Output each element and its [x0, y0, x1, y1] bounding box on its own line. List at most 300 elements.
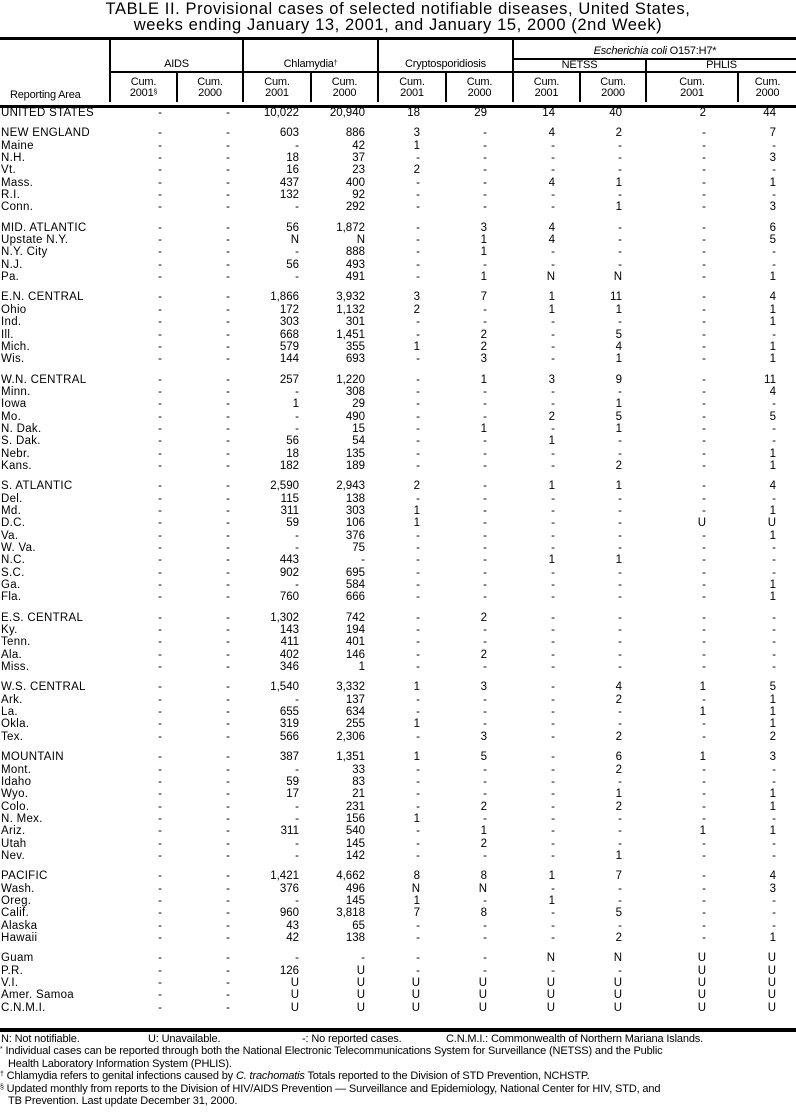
value-cell-netss-2001: - — [551, 542, 555, 554]
cum-label: Cum. — [130, 75, 157, 88]
value-cell-crypto-2000: U — [478, 989, 487, 1002]
value-cell-crypto-2000: - — [483, 952, 487, 965]
value-cell-phlis-2001: - — [702, 894, 706, 907]
value-cell-aids-2000: - — [226, 849, 230, 862]
value-cell-chlamydia-2000: 303 — [345, 504, 365, 517]
value-cell-crypto-2001: 1 — [413, 504, 420, 517]
value-cell-crypto-2000: - — [483, 258, 487, 271]
reporting-area-cell: PACIFIC — [1, 870, 48, 883]
value-cell-crypto-2001: - — [416, 837, 420, 850]
value-cell-phlis-2000: 1 — [769, 579, 776, 592]
value-cell-crypto-2000: - — [483, 931, 487, 944]
value-cell-crypto-2000: - — [483, 788, 487, 801]
value-cell-netss-2000: - — [618, 648, 622, 661]
footnote-star-text-2: Health Laboratory Information System (PHLIS). — [8, 1057, 232, 1070]
value-cell-chlamydia-2001: 56 — [286, 221, 299, 234]
value-cell-aids-2000: - — [226, 246, 230, 259]
value-cell-phlis-2001: 2 — [699, 107, 706, 119]
reporting-area-cell: Maine — [1, 139, 34, 152]
value-cell-aids-2000: - — [226, 718, 230, 731]
value-cell-chlamydia-2000: 15 — [352, 422, 365, 435]
footnote-section-text-1: Updated monthly from reports to the Division of HIV/AIDS Prevention — Surveillance and Epidemiology, National Center for HIV, STD, and — [6, 1082, 661, 1095]
value-cell-phlis-2000: - — [772, 398, 776, 411]
value-cell-chlamydia-2000: 54 — [352, 435, 365, 448]
value-cell-crypto-2000: - — [483, 480, 487, 493]
dagger-mark: † — [333, 60, 338, 67]
value-cell-netss-2000: - — [618, 447, 622, 460]
value-cell-netss-2000: 2 — [615, 931, 622, 944]
value-cell-aids-2001: - — [158, 291, 162, 304]
reporting-area-cell: Mo. — [1, 410, 22, 423]
value-cell-aids-2000: - — [226, 693, 230, 706]
value-cell-crypto-2001: - — [416, 176, 420, 189]
value-cell-aids-2000: - — [226, 870, 230, 883]
value-cell-aids-2001: - — [158, 591, 162, 604]
value-cell-chlamydia-2001: 43 — [286, 919, 299, 932]
value-cell-crypto-2001: - — [416, 542, 420, 554]
value-cell-phlis-2001: - — [702, 788, 706, 801]
value-cell-crypto-2000: 1 — [480, 373, 487, 386]
table-row — [0, 127, 796, 139]
value-cell-crypto-2001: - — [416, 492, 420, 505]
phlis-2000-header — [738, 72, 796, 102]
reporting-area-cell: C.N.M.I. — [1, 1001, 46, 1014]
value-cell-aids-2000: - — [226, 706, 230, 719]
value-cell-aids-2000: - — [226, 201, 230, 214]
value-cell-phlis-2001: - — [702, 492, 706, 505]
table-row — [0, 411, 796, 423]
footnote-star — [0, 1045, 796, 1057]
value-cell-phlis-2000: U — [767, 989, 776, 1002]
value-cell-chlamydia-2001: - — [295, 579, 299, 592]
reporting-area-cell: Upstate N.Y. — [1, 234, 69, 247]
value-cell-phlis-2001: - — [702, 648, 706, 661]
value-cell-phlis-2000: U — [767, 977, 776, 989]
table-row — [0, 423, 796, 435]
value-cell-phlis-2000: U — [767, 964, 776, 977]
ecoli-italic: Escherichia coli — [593, 45, 667, 57]
value-cell-crypto-2001: 1 — [413, 894, 420, 907]
value-cell-chlamydia-2001: U — [290, 1001, 299, 1014]
value-cell-chlamydia-2001: 18 — [286, 152, 299, 165]
value-cell-aids-2000: - — [226, 127, 230, 140]
value-cell-crypto-2001: 2 — [413, 164, 420, 177]
footnote-dagger-text-post: Totals reported to the Division of STD Prevention, NCHSTP. — [304, 1070, 590, 1083]
year-label: 2000 — [755, 86, 780, 99]
reporting-area-cell: S. Dak. — [1, 435, 41, 448]
table-row — [0, 554, 796, 566]
value-cell-crypto-2000: - — [483, 492, 487, 505]
reporting-area-cell: La. — [1, 706, 18, 719]
value-cell-crypto-2000: - — [483, 176, 487, 189]
value-cell-chlamydia-2000: 156 — [345, 812, 365, 825]
value-cell-crypto-2001: - — [416, 919, 420, 932]
value-cell-chlamydia-2000: 138 — [345, 931, 365, 944]
value-cell-netss-2000: - — [618, 837, 622, 850]
value-cell-crypto-2000: - — [483, 706, 487, 719]
value-cell-crypto-2000: U — [478, 1001, 487, 1014]
value-cell-netss-2000: N — [613, 271, 622, 284]
value-cell-crypto-2001: 1 — [413, 681, 420, 694]
footnote-section-text-2: TB Prevention. Last update December 31, 2000. — [8, 1095, 238, 1108]
value-cell-aids-2000: - — [226, 139, 230, 152]
value-cell-netss-2000: N — [613, 952, 622, 965]
value-cell-netss-2000: - — [618, 246, 622, 259]
value-cell-aids-2000: - — [226, 894, 230, 907]
value-cell-phlis-2000: - — [772, 139, 776, 152]
value-cell-aids-2001: - — [158, 763, 162, 776]
value-cell-aids-2001: - — [158, 201, 162, 214]
value-cell-crypto-2001: - — [416, 316, 420, 329]
cum-label: Cum. — [754, 75, 781, 88]
value-cell-netss-2000: - — [618, 189, 622, 202]
value-cell-chlamydia-2000: 194 — [345, 624, 365, 637]
value-cell-netss-2001: 1 — [548, 435, 555, 448]
value-cell-chlamydia-2001: 902 — [279, 566, 299, 579]
reporting-area-cell: MOUNTAIN — [1, 751, 64, 764]
value-cell-phlis-2001: - — [702, 566, 706, 579]
value-cell-phlis-2001: U — [697, 952, 706, 965]
value-cell-chlamydia-2001: - — [295, 849, 299, 862]
value-cell-crypto-2000: - — [483, 718, 487, 731]
value-cell-aids-2001: - — [158, 964, 162, 977]
value-cell-chlamydia-2000: 355 — [345, 340, 365, 353]
value-cell-aids-2001: - — [158, 849, 162, 862]
value-cell-chlamydia-2000: 376 — [345, 529, 365, 542]
value-cell-aids-2000: - — [226, 812, 230, 825]
reporting-area-cell: Va. — [1, 529, 19, 542]
value-cell-chlamydia-2000: 1,220 — [336, 373, 365, 386]
reporting-area-cell: Ohio — [1, 303, 27, 316]
value-cell-chlamydia-2000: 137 — [345, 693, 365, 706]
value-cell-aids-2000: - — [226, 624, 230, 637]
value-cell-phlis-2001: - — [702, 303, 706, 316]
value-cell-phlis-2000: - — [772, 246, 776, 259]
value-cell-crypto-2000: - — [483, 919, 487, 932]
value-cell-aids-2001: - — [158, 164, 162, 177]
table-row — [0, 316, 796, 328]
table-row — [0, 1002, 796, 1014]
value-cell-netss-2001: 1 — [548, 291, 555, 304]
value-cell-aids-2001: - — [158, 176, 162, 189]
value-cell-chlamydia-2001: 10,022 — [263, 107, 299, 119]
value-cell-chlamydia-2001: - — [295, 542, 299, 554]
value-cell-chlamydia-2001: - — [295, 812, 299, 825]
table-row — [0, 612, 796, 624]
table-row — [0, 776, 796, 788]
value-cell-crypto-2001: - — [416, 398, 420, 411]
value-cell-phlis-2000: 1 — [769, 316, 776, 329]
value-cell-phlis-2000: 5 — [769, 234, 776, 247]
cum-label: Cum. — [197, 75, 223, 88]
value-cell-aids-2000: - — [226, 837, 230, 850]
value-cell-chlamydia-2001: 303 — [279, 316, 299, 329]
value-cell-phlis-2001: - — [702, 882, 706, 895]
chlamydia-2001-header — [243, 72, 311, 102]
value-cell-netss-2000: 2 — [615, 127, 622, 140]
value-cell-netss-2000: - — [618, 517, 622, 530]
value-cell-chlamydia-2000: 308 — [345, 385, 365, 398]
aids-2000-header — [177, 72, 243, 102]
reporting-area-cell: Mass. — [1, 176, 34, 189]
year-label: 2001 — [534, 86, 559, 99]
table-row — [0, 353, 796, 365]
reporting-area-cell: W.S. CENTRAL — [1, 681, 86, 694]
value-cell-netss-2000: 1 — [615, 554, 622, 567]
value-cell-crypto-2000: 2 — [480, 328, 487, 341]
value-cell-crypto-2000: - — [483, 529, 487, 542]
value-cell-crypto-2000: 8 — [480, 870, 487, 883]
value-cell-phlis-2001: - — [702, 328, 706, 341]
value-cell-phlis-2000: 3 — [769, 882, 776, 895]
value-cell-chlamydia-2000: U — [356, 1001, 365, 1014]
reporting-area-cell: V.I. — [1, 977, 19, 989]
value-cell-netss-2000: - — [618, 258, 622, 271]
value-cell-netss-2001: 14 — [542, 107, 555, 119]
value-cell-crypto-2000: 3 — [480, 730, 487, 743]
value-cell-crypto-2001: - — [416, 693, 420, 706]
value-cell-chlamydia-2001: 143 — [279, 624, 299, 637]
value-cell-chlamydia-2000: - — [361, 952, 365, 965]
value-cell-netss-2001: - — [551, 800, 555, 813]
value-cell-phlis-2000: - — [772, 812, 776, 825]
table-bottom-rule — [0, 1028, 796, 1032]
value-cell-chlamydia-2000: 886 — [345, 127, 365, 140]
cum-label: Cum. — [466, 75, 493, 88]
reporting-area-cell: Kans. — [1, 459, 32, 472]
value-cell-crypto-2001: - — [416, 152, 420, 165]
value-cell-crypto-2000: 1 — [480, 422, 487, 435]
table-row — [0, 591, 796, 603]
value-cell-crypto-2000: - — [483, 189, 487, 202]
value-cell-aids-2000: - — [226, 492, 230, 505]
value-cell-aids-2000: - — [226, 328, 230, 341]
value-cell-aids-2001: - — [158, 107, 162, 119]
value-cell-crypto-2001: - — [416, 201, 420, 214]
value-cell-chlamydia-2000: 42 — [352, 139, 365, 152]
table-row — [0, 542, 796, 554]
reporting-area-cell: Wyo. — [1, 788, 29, 801]
value-cell-crypto-2001: 2 — [413, 480, 420, 493]
value-cell-phlis-2001: - — [702, 611, 706, 624]
value-cell-crypto-2001: 1 — [413, 139, 420, 152]
value-cell-chlamydia-2000: 21 — [352, 788, 365, 801]
value-cell-phlis-2001: - — [702, 529, 706, 542]
value-cell-netss-2000: - — [618, 706, 622, 719]
value-cell-netss-2000: - — [618, 894, 622, 907]
value-cell-crypto-2001: 1 — [413, 517, 420, 530]
value-cell-aids-2000: - — [226, 435, 230, 448]
value-cell-aids-2001: - — [158, 328, 162, 341]
value-cell-aids-2000: - — [226, 591, 230, 604]
value-cell-chlamydia-2001: - — [295, 529, 299, 542]
value-cell-aids-2000: - — [226, 566, 230, 579]
reporting-area-cell: Alaska — [1, 919, 38, 932]
value-cell-crypto-2001: 1 — [413, 718, 420, 731]
value-cell-chlamydia-2001: 760 — [279, 591, 299, 604]
value-cell-crypto-2001: - — [416, 730, 420, 743]
value-cell-netss-2000: 4 — [615, 340, 622, 353]
value-cell-phlis-2001: 1 — [699, 751, 706, 764]
value-cell-netss-2000: - — [618, 542, 622, 554]
legend-no-cases: -: No reported cases. — [302, 1033, 402, 1045]
value-cell-netss-2000: 1 — [615, 353, 622, 366]
value-cell-phlis-2001: - — [702, 201, 706, 214]
value-cell-netss-2001: - — [551, 189, 555, 202]
value-cell-aids-2001: - — [158, 422, 162, 435]
value-cell-crypto-2000: 2 — [480, 611, 487, 624]
value-cell-aids-2001: - — [158, 152, 162, 165]
value-cell-phlis-2000: 4 — [769, 385, 776, 398]
year-label: 2000 — [601, 86, 625, 99]
value-cell-crypto-2001: - — [416, 459, 420, 472]
legend-not-notifiable: N: Not notifiable. — [1, 1033, 80, 1045]
value-cell-phlis-2001: - — [702, 353, 706, 366]
value-cell-crypto-2000: - — [483, 775, 487, 788]
value-cell-crypto-2001: 1 — [413, 812, 420, 825]
value-cell-aids-2001: - — [158, 693, 162, 706]
value-cell-aids-2001: - — [158, 189, 162, 202]
reporting-area-cell: Pa. — [1, 271, 20, 284]
value-cell-aids-2001: - — [158, 139, 162, 152]
value-cell-netss-2000: - — [618, 385, 622, 398]
reporting-area-cell: D.C. — [1, 517, 26, 530]
value-cell-netss-2000: - — [618, 812, 622, 825]
table-row — [0, 505, 796, 517]
value-cell-phlis-2000: - — [772, 422, 776, 435]
value-cell-phlis-2001: - — [702, 164, 706, 177]
value-cell-crypto-2001: - — [416, 763, 420, 776]
value-cell-phlis-2001: - — [702, 258, 706, 271]
value-cell-phlis-2000: 1 — [769, 718, 776, 731]
value-cell-crypto-2001: - — [416, 353, 420, 366]
value-cell-chlamydia-2001: - — [295, 201, 299, 214]
value-cell-phlis-2001: - — [702, 718, 706, 731]
value-cell-phlis-2000: 1 — [769, 591, 776, 604]
value-cell-chlamydia-2000: 1,351 — [336, 751, 365, 764]
value-cell-crypto-2001: - — [416, 849, 420, 862]
value-cell-netss-2000: - — [618, 435, 622, 448]
table-row — [0, 718, 796, 730]
footnotes — [0, 1033, 796, 1107]
value-cell-netss-2001: - — [551, 837, 555, 850]
value-cell-chlamydia-2000: 695 — [345, 566, 365, 579]
table-row — [0, 246, 796, 258]
value-cell-aids-2001: - — [158, 775, 162, 788]
phlis-2001-header — [646, 72, 738, 102]
section-mark: § — [153, 88, 158, 96]
value-cell-chlamydia-2000: 2,306 — [336, 730, 365, 743]
value-cell-aids-2001: - — [158, 398, 162, 411]
value-cell-phlis-2000: - — [772, 648, 776, 661]
year-label: 2001 — [680, 86, 704, 99]
value-cell-phlis-2000: 1 — [769, 504, 776, 517]
value-cell-phlis-2001: - — [702, 554, 706, 567]
value-cell-chlamydia-2001: 437 — [279, 176, 299, 189]
reporting-area-cell: Amer. Samoa — [1, 989, 74, 1002]
value-cell-aids-2001: - — [158, 492, 162, 505]
reporting-area-cell: Ill. — [1, 328, 14, 341]
value-cell-chlamydia-2000: 540 — [345, 825, 365, 838]
table-row — [0, 374, 796, 386]
value-cell-netss-2001: - — [551, 398, 555, 411]
value-cell-netss-2000: - — [618, 234, 622, 247]
value-cell-aids-2000: - — [226, 258, 230, 271]
value-cell-netss-2001: - — [551, 825, 555, 838]
value-cell-chlamydia-2000: 400 — [345, 176, 365, 189]
value-cell-phlis-2000: 1 — [769, 303, 776, 316]
value-cell-crypto-2001: - — [416, 258, 420, 271]
cum-label: Cum. — [600, 75, 626, 88]
table-row — [0, 624, 796, 636]
value-cell-aids-2000: - — [226, 340, 230, 353]
value-cell-aids-2001: - — [158, 989, 162, 1002]
value-cell-aids-2000: - — [226, 353, 230, 366]
value-cell-netss-2000: - — [618, 164, 622, 177]
value-cell-aids-2001: - — [158, 579, 162, 592]
table-header — [0, 37, 796, 102]
value-cell-crypto-2000: - — [483, 763, 487, 776]
table-row — [0, 341, 796, 353]
value-cell-aids-2001: - — [158, 681, 162, 694]
reporting-area-cell: Wash. — [1, 882, 35, 895]
value-cell-phlis-2000: 1 — [769, 447, 776, 460]
value-cell-chlamydia-2001: 16 — [286, 164, 299, 177]
value-cell-phlis-2000: 1 — [769, 825, 776, 838]
value-cell-aids-2000: - — [226, 316, 230, 329]
value-cell-chlamydia-2001: 59 — [286, 517, 299, 530]
reporting-area-cell: Vt. — [1, 164, 16, 177]
value-cell-crypto-2000: - — [483, 303, 487, 316]
value-cell-crypto-2001: U — [411, 989, 420, 1002]
value-cell-phlis-2001: U — [697, 964, 706, 977]
reporting-area-cell: N. Dak. — [1, 422, 42, 435]
value-cell-phlis-2001: - — [702, 447, 706, 460]
footnote-dagger — [0, 1070, 796, 1082]
value-cell-netss-2001: 1 — [548, 870, 555, 883]
value-cell-chlamydia-2000: 490 — [345, 410, 365, 423]
table-row — [0, 398, 796, 410]
value-cell-netss-2001: - — [551, 459, 555, 472]
reporting-area-cell: MID. ATLANTIC — [1, 221, 87, 234]
value-cell-netss-2001: - — [551, 246, 555, 259]
value-cell-netss-2000: 2 — [615, 800, 622, 813]
value-cell-phlis-2000: 1 — [769, 706, 776, 719]
value-cell-phlis-2000: - — [772, 328, 776, 341]
ecoli-suffix: O157:H7* — [666, 45, 717, 57]
reporting-area-cell: N. Mex. — [1, 812, 43, 825]
value-cell-netss-2001: - — [551, 907, 555, 920]
value-cell-chlamydia-2001: 115 — [280, 492, 299, 505]
value-cell-aids-2000: - — [226, 189, 230, 202]
value-cell-crypto-2001: 7 — [413, 907, 420, 920]
reporting-area-cell: Idaho — [1, 775, 32, 788]
value-cell-netss-2000: 1 — [615, 201, 622, 214]
value-cell-netss-2001: - — [551, 139, 555, 152]
value-cell-aids-2000: - — [226, 271, 230, 284]
value-cell-netss-2001: 4 — [548, 127, 555, 140]
star-mark: * — [0, 1046, 3, 1054]
table-row — [0, 661, 796, 673]
value-cell-chlamydia-2001: 1,302 — [270, 611, 299, 624]
value-cell-netss-2000: - — [618, 882, 622, 895]
value-cell-aids-2001: - — [158, 624, 162, 637]
value-cell-phlis-2001: - — [702, 624, 706, 637]
cum-label: Cum. — [264, 75, 290, 88]
reporting-area-cell: N.Y. City — [1, 246, 48, 259]
table-row — [0, 952, 796, 964]
value-cell-crypto-2000: 7 — [480, 291, 487, 304]
